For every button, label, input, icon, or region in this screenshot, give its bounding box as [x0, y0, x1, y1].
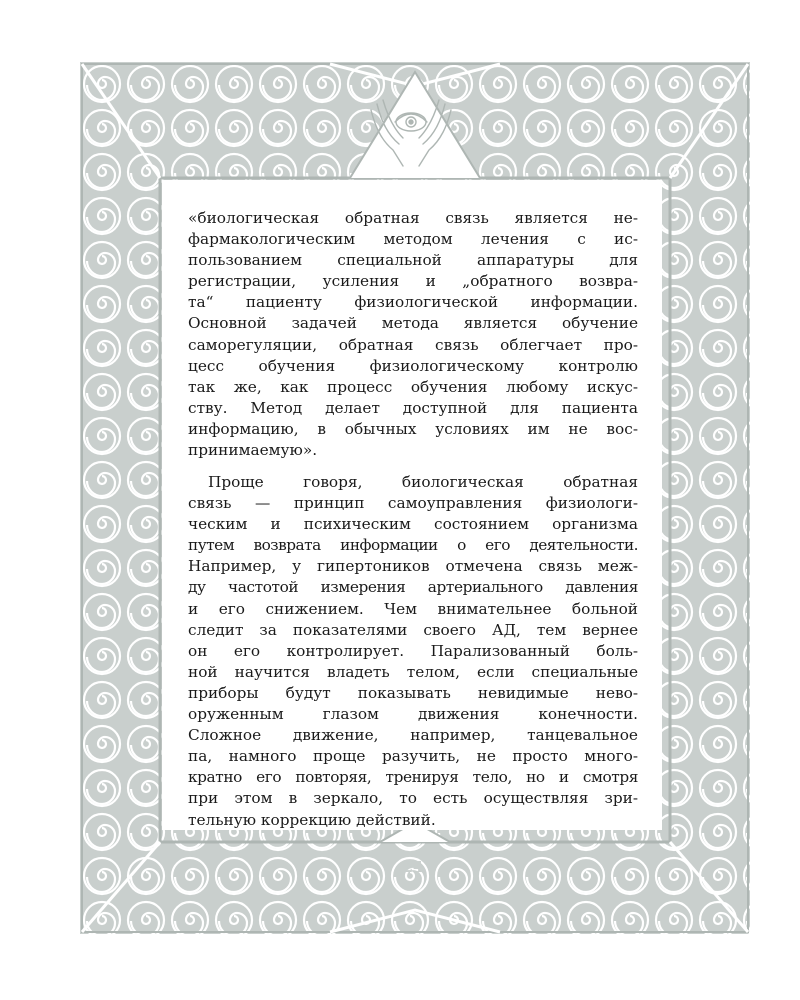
page-number: 24: [402, 858, 424, 876]
text-line: ду частотой измерения артериального давления: [188, 578, 638, 597]
text-line: па, намного проще разучить, не просто много-: [188, 747, 638, 766]
text-line: ству. Метод делает доступной для пациента: [188, 398, 638, 417]
text-line: и его снижением. Чем внимательнее больной: [188, 599, 638, 618]
text-line: та“ пациенту физиологической информации.: [188, 293, 638, 312]
text-line: «биологическая обратная связь является не-: [188, 209, 638, 227]
text-line: приборы будут показывать невидимые нево-: [188, 683, 638, 702]
text-line: Сложное движение, например, танцевальное: [188, 726, 638, 745]
text-line: связь — принцип самоуправления физиологи-: [188, 494, 638, 513]
text-line: информацию, в обычных условиях им не вос-: [188, 419, 638, 438]
text-line: пользованием специальной аппаратуры для: [188, 251, 638, 270]
text-line: цесс обучения физиологическому контролю: [188, 356, 638, 375]
text-line: Проще говоря, биологическая обратная: [208, 473, 638, 491]
text-line: кратно его повторяя, тренируя тело, но и смотря: [188, 768, 638, 787]
text-line: ческим и психическим состоянием организма: [188, 515, 638, 534]
page-number-badge: [393, 855, 433, 879]
text-line: он его контролирует. Парализованный боль-: [188, 641, 638, 660]
text-line: Основной задачей метода является обучение: [188, 314, 638, 333]
text-line: саморегуляции, обратная связь облегчает про-: [188, 335, 638, 354]
text-line: при этом в зеркало, то есть осуществляя зри-: [188, 789, 638, 808]
hands-holding-eye-icon: [363, 86, 459, 172]
text-line: оруженным глазом движения конечности.: [188, 705, 638, 724]
text-line: путем возврата информации о его деятельности.: [188, 536, 638, 555]
text-line: Например, у гипертоников отмечена связь меж-: [188, 557, 638, 576]
text-line: тельную коррекцию действий.: [188, 810, 436, 829]
text-line: так же, как процесс обучения любому искус-: [188, 377, 638, 396]
paragraph-quote: [188, 208, 638, 461]
text-line: ной научится владеть телом, если специальные: [188, 662, 638, 681]
paragraph-body: [188, 472, 638, 831]
text-line: следит за показателями своего АД, тем вернее: [188, 620, 638, 639]
text-line: регистрации, усиления и „обратного возвра-: [188, 272, 638, 291]
text-line: фармакологическим методом лечения с ис-: [188, 230, 638, 249]
text-line: принимаемую».: [188, 441, 318, 460]
